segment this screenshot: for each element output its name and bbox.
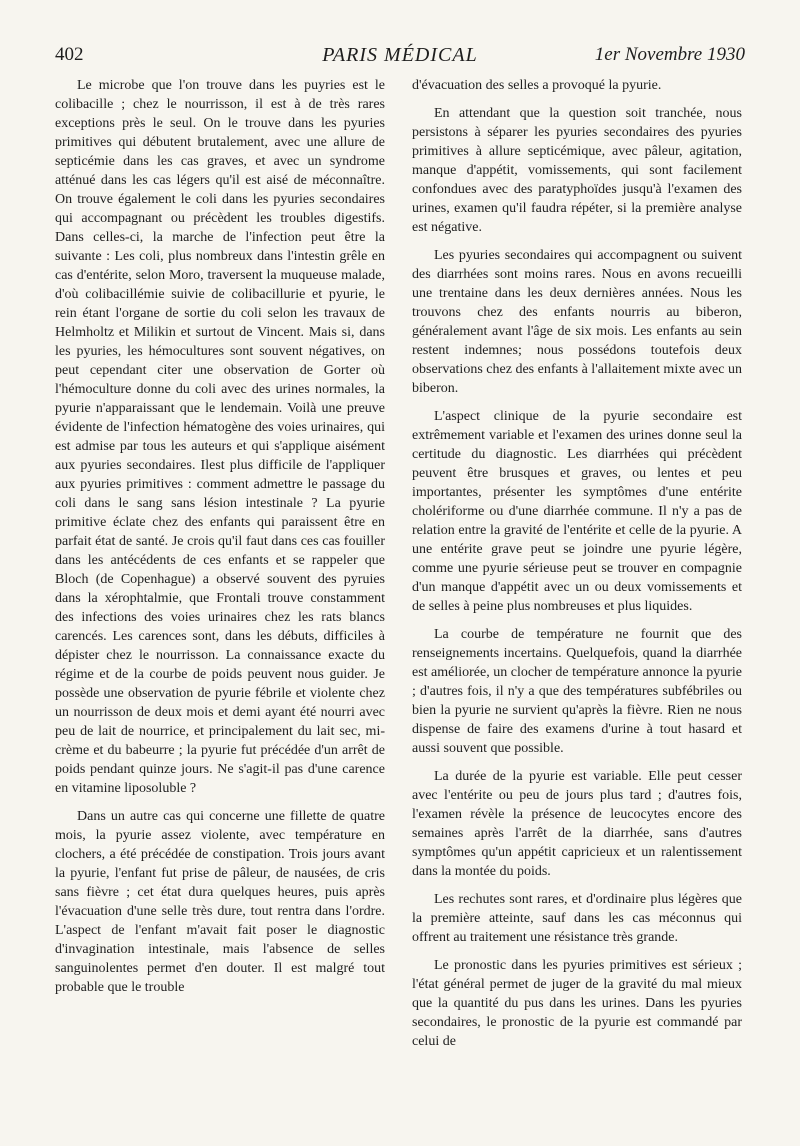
- paragraph: Le microbe que l'on trouve dans les puyries est le colibacille ; chez le nourrisson, il est à de très rares exceptions près le seul. On le trouve dans les pyuries primitives qui débutent brutalement, avec une allure de septicémie dans les cas graves, et avec un syndrome atténué dans les cas légers qu'il est aisé de méconnaître. On trouve également le coli dans les pyuries secondaires qui accompagnant ou précèdent les troubles digestifs. Dans celles-ci, la marche de l'infection peut être la suivante : Les coli, plus nombreux dans l'intestin grêle en cas d'entérite, selon Moro, traversent la muqueuse malade, d'où colibacillémie suivie de colibacillurie et pyurie, le rein étant l'organe de sortie du coli selon les travaux de Helmholtz et Milikin et surtout de Vincent. Mais si, dans les pyuries, les hémocultures sont souvent négatives, on peut cependant citer une observation de Gorter où l'hémoculture donne du coli avec des urines normales, la pyurie n'apparaissant que le lendemain. Voilà une preuve évidente de l'infection hématogène des voies urinaires, qui est admise par tous les auteurs et qui s'applique aisément aux pyuries secondaires. Ilest plus difficile de l'appliquer aux pyuries primitives : comment admettre le passage du coli dans le sang sans lésion intestinale ? La pyurie primitive éclate chez des enfants qui paraissent être en parfait état de santé. Je crois qu'il faut dans ces cas fouiller dans les antécédents de ces enfants et se rappeler que Bloch (de Copenhague) a observé souvent des pyruies dans la xérophtalmie, que Frontali trouve constamment des infections des voies urinaires chez les rats blancs carencés. Les carences sont, dans les débuts, difficiles à dépister chez le nourrisson. La connaissance exacte du régime et de la courbe de poids peuvent nous guider. Je possède une observation de pyurie fébrile et violente chez un nourrisson de deux mois et demi ayant été nourri avec peu de lait de nourrice, et principalement du lait sec, mi-crème et du babeurre ; la pyurie fut précédée d'un arrêt de poids pendant quinze jours. Ne s'agit-il pas d'une carence en vitamine liposoluble ?: [55, 78, 385, 796]
- paragraph: Le pronostic dans les pyuries primitives est sérieux ; l'état général permet de juger de la gravité du mal mieux que la quantité du pus dans les urines. Dans les pyuries secondaires, le pronostic de la pyurie est commandé par celui de: [412, 958, 742, 1049]
- paragraph: Les rechutes sont rares, et d'ordinaire plus légères que la première atteinte, sauf dans les cas méconnus qui offrent au traitement une résistance très grande.: [412, 892, 742, 945]
- issue-date: 1er Novembre 1930: [594, 44, 745, 65]
- paragraph: En attendant que la question soit tranchée, nous persistons à séparer les pyuries secondaires des pyuries primitives à allure septicémique, avec pâleur, agitation, manque d'appétit, vomissements, qui sont facilement confondues avec des paratyphoïdes jusqu'à l'examen des urines, examen qu'il faudra répéter, si la première analyse est négative.: [412, 106, 742, 235]
- right-column: [412, 76, 742, 1060]
- paragraph: La durée de la pyurie est variable. Elle peut cesser avec l'entérite ou peu de jours plus tard ; d'autres fois, l'examen révèle la présence de leucocytes encore des semaines après l'arrêt de la diarrhée, sans d'autres symptômes qu'un appétit capricieux et un ralentissement dans la montée du poids.: [412, 769, 742, 879]
- paragraph: L'aspect clinique de la pyurie secondaire est extrêmement variable et l'examen des urines donne seul la certitude du diagnostic. Les diarrhées qui précèdent peuvent être brusques et graves, ou lentes et peu importantes, présenter les symptômes d'une entérite cholériforme ou d'une diarrhée commune. Il n'y a pas de relation entre la gravité de l'entérite et celle de la pyurie. A une entérite grave peut se joindre une pyurie légère, comme une pyurie sérieuse peut se trouver en compagnie d'un manque d'appétit avec un ou deux vomissements et de selles à peine plus nombreuses et plus liquides.: [412, 409, 742, 614]
- paragraph-continued: d'évacuation des selles a provoqué la pyurie.: [412, 78, 662, 93]
- paragraph: Les pyuries secondaires qui accompagnent ou suivent des diarrhées sont moins rares. Nous en avons recueilli une trentaine dans les deux dernières années. Nous les trouvons chez des enfants nourris au biberon, généralement avant l'âge de six mois. Les enfants au sein restent indemnes; nous possédons toutefois deux observations chez des enfants à l'allaitement mixte avec un biberon.: [412, 248, 742, 396]
- paragraph: Dans un autre cas qui concerne une fillette de quatre mois, la pyurie assez violente, avec température en clochers, a été précédée de constipation. Trois jours avant la pyurie, l'enfant fut prise de pâleur, de nausées, de cris sans fièvre ; cet état dura quelques heures, puis après l'évacuation d'une selle très dure, tout rentra dans l'ordre. L'aspect de l'enfant m'avait fait poser le diagnostic d'invagination intestinale, mais l'absence de selles sanguinolentes permet d'en douter. Il est malgré tout probable que le trouble: [55, 809, 385, 995]
- journal-title: PARIS MÉDICAL: [322, 44, 478, 66]
- page-number: 402: [55, 44, 84, 65]
- page-header: [55, 44, 745, 72]
- left-column: [55, 76, 385, 1006]
- paragraph: La courbe de température ne fournit que des renseignements incertains. Quelquefois, quand la diarrhée est améliorée, un clocher de température annonce la pyurie ; d'autres fois, il n'y a que des températures subfébriles ou bien la pyurie ne survient qu'après la fièvre. Rien ne nous dispense de faire des examens d'urine à tout hasard et aussi souvent que possible.: [412, 627, 743, 756]
